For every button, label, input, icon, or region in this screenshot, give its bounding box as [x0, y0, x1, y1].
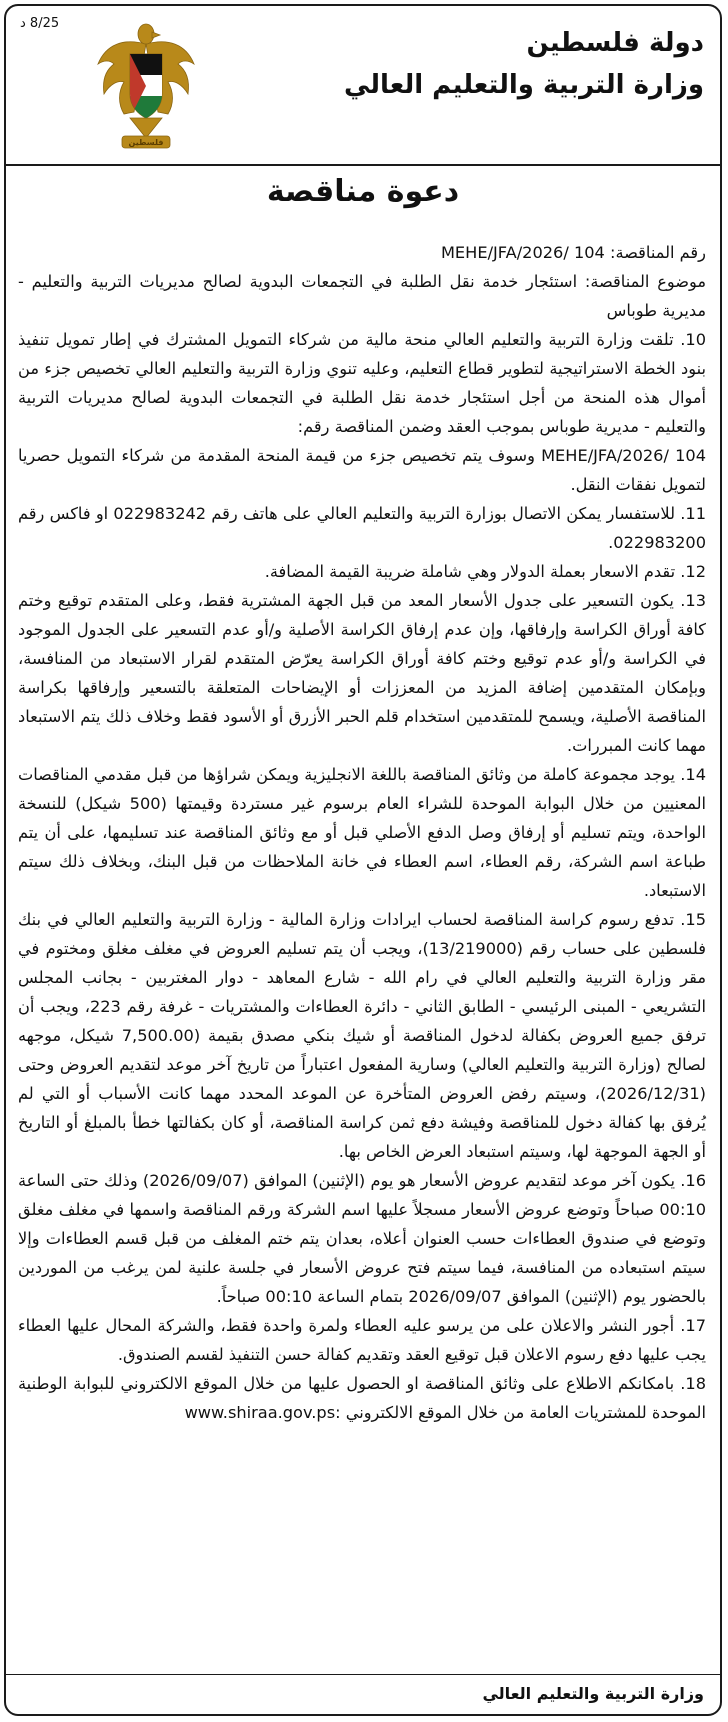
palestine-emblem-icon: [94, 14, 198, 156]
announcement-frame: [4, 4, 722, 1716]
clause-14: 14. يوجد مجموعة كاملة من وثائق المناقصة باللغة الانجليزية ويمكن شراؤها من قبل مقدمي المناقصات المعنيين من خلال البوابة الموحدة للشراء العام برسوم غير مستردة وقيمتها (500 شيكل) للنسخة الواحدة، ويتم تسليم أو إرفاق وصل الدفع الأصلي قبل أو مع وثائق المناقصة عند تسليمها، على أن يتم طباعة اسم الشركة، رقم العطاء، اسم العطاء في خانة الملاحظات من قبل البنك، وبخلاف ذلك سيتم الاستبعاد.: [18, 765, 706, 900]
clause-12: 12. تقدم الاسعار بعملة الدولار وهي شاملة ضريبة القيمة المضافة.: [264, 562, 706, 581]
reference-number: 8/25 د: [20, 16, 60, 31]
clause-16: 16. يكون آخر موعد لتقديم عروض الأسعار هو يوم (الإثنين) الموافق (2026/09/07) وذلك حتى الساعة 00:10 صباحاً وتوضع عروض الأسعار مسجلاً عليها اسم الشركة ورقم المناقصة واسمها في مغلف مغلق وتوضع في صندوق العطاءات حسب العنوان أعلاه، بعدان يتم ختم المغلف من قبل قسم العطاءات وإلا سيتم استبعاده من المنافسة، فيما سيتم فتح عروض الأسعار في جلسة علنية لمن يرغب من الموردين بالحضور يوم (الإثنين) الموافق 2026/09/07 بتمام الساعة 00:10 صباحاً.: [18, 1171, 706, 1306]
clause-13: 13. يكون التسعير على جدول الأسعار المعد من قبل الجهة المشترية فقط، وعلى المتقدم توقيع وختم كافة أوراق الكراسة وإرفاقها، وإن عدم إرفاق الكراسة الأصلية و/أو عدم التسعير على الجدول الموجود في الكراسة و/أو عدم توقيع وختم كافة أوراق الكراسة يعرّض المتقدم لقرار الاستبعاد من المنافسة، وبإمكان المتقدمين إضافة المزيد من المعززات أو الإيضاحات المتعلقة بالتسعير وإرفاقها بكراسة المناقصة الأصلية، ويسمح للمتقدمين استخدام قلم الحبر الأزرق أو الأسود فقط وخلاف ذلك يتم الاستبعاد مهما كانت المبررات.: [18, 591, 706, 755]
tender-number: رقم المناقصة: 104 /MEHE/JFA/2026: [440, 243, 706, 262]
header-divider: [6, 164, 720, 166]
page-title: دعوة مناقصة: [266, 174, 460, 209]
clause-10-continued: 104 /MEHE/JFA/2026 وسوف يتم تخصيص جزء من قيمة المنحة المقدمة من شركاء التمويل حصريا لتمويل نفقات النقل.: [18, 446, 706, 494]
footer-divider: [6, 1674, 720, 1675]
state-name: دولة فلسطين: [526, 28, 704, 58]
clause-15: 15. تدفع رسوم كراسة المناقصة لحساب ايرادات وزارة المالية - وزارة التربية والتعليم العالي في بنك فلسطين على حساب رقم (13/219000)، ويجب أن يتم تسليم العروض في مغلف مغلق ومختوم في مقر وزارة التربية والتعليم العالي في رام الله - شارع المعاهد - دوار المغتربين - بجانب المجلس التشريعي - المبنى الرئيسي - الطابق الثاني - دائرة العطاءات والمشتريات - غرفة رقم 223، ويجب أن ترفق جميع العروض بكفالة لدخول المناقصة أو شيك بنكي مصدق بقيمة (7,500.00 شيكل، موجهه لصالح (وزارة التربية والتعليم العالي) وسارية المفعول اعتباراً من تاريخ آخر موعد لتقديم العروض وحتى (2026/12/31)، وسيتم رفض العروض المتأخرة عن الموعد المحدد مهما كانت الأسباب أو التي لم يُرفق بها كفالة دخول للمناقصة وفيشة دفع ثمن كراسة المناقصة، أو كان بكفالتها خطأ بالمبلغ أو التاريخ أو الجهة الموجهة لها، وسيتم استبعاد العرض الخاص بها.: [18, 910, 706, 1161]
clause-11: 11. للاستفسار يمكن الاتصال بوزارة التربية والتعليم العالي على هاتف رقم 022983242 او فاكس رقم 022983200.: [18, 504, 707, 552]
header-block: [344, 28, 704, 100]
tender-subject: موضوع المناقصة: استئجار خدمة نقل الطلبة في التجمعات البدوية لصالح مديريات التربية والتعليم - مديرية طوباس: [18, 272, 706, 320]
emblem-text: فلسطين: [128, 138, 164, 147]
ministry-name: وزارة التربية والتعليم العالي: [343, 70, 704, 100]
footer-ministry: وزارة التربية والتعليم العالي: [482, 1684, 704, 1703]
clause-17: 17. أجور النشر والاعلان على من يرسو عليه العطاء ولمرة واحدة فقط، والشركة المحال عليها العطاء يجب عليها دفع رسوم الاعلان قبل توقيع العقد وتقديم كفالة حسن التنفيذ لقسم الصندوق.: [18, 1316, 706, 1364]
clause-10: 10. تلقت وزارة التربية والتعليم العالي منحة مالية من شركاء التمويل المشترك في إطار تمويل تنفيذ بنود الخطة الاستراتيجية لتطوير قطاع التعليم، وعليه تنوي وزارة التربية والتعليم العالي تخصيص جزء من أموال هذه المنحة من أجل استئجار خدمة نقل الطلبة في التجمعات البدوية لصالح مديريات التربية والتعليم - مديرية طوباس بموجب العقد وضمن المناقصة رقم:: [18, 330, 706, 436]
tender-body: [18, 238, 706, 1427]
clause-18: 18. بامكانكم الاطلاع على وثائق المناقصة او الحصول عليها من خلال الموقع الالكتروني للبوابة الوطنية الموحدة للمشتريات العامة من خلال الموقع الالكتروني :www.shiraa.gov.ps: [18, 1374, 706, 1422]
